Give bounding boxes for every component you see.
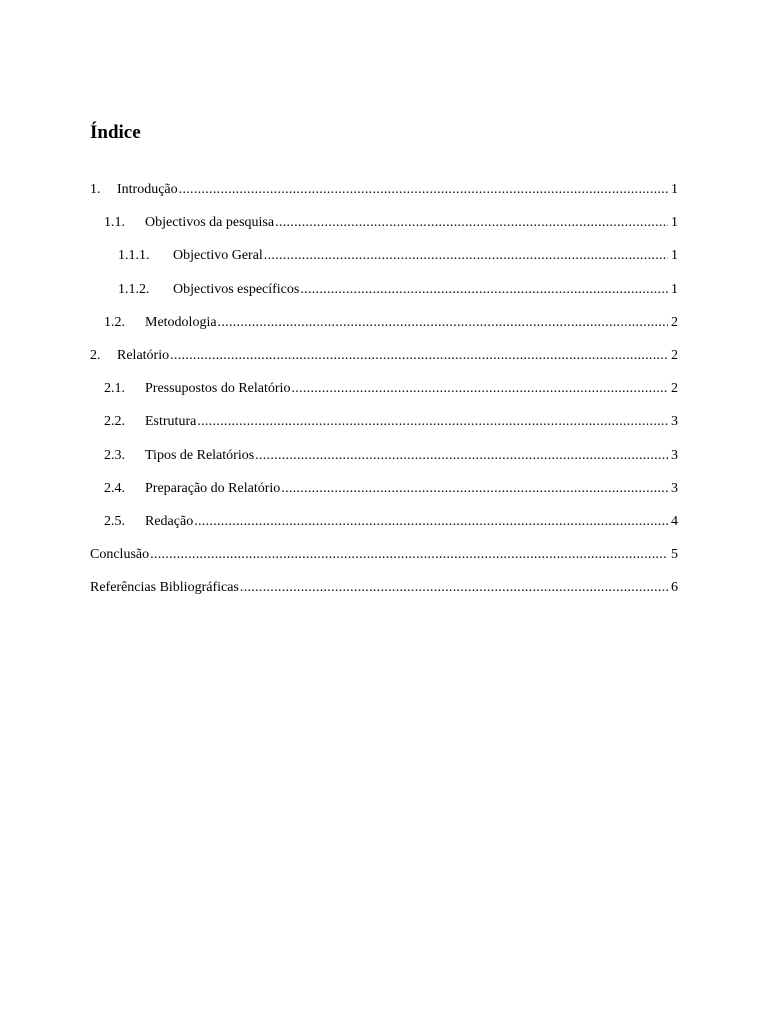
toc-entry-relatorio[interactable] (90, 346, 678, 379)
dot-leader (218, 313, 668, 333)
toc-entry-label: Referências Bibliográficas (90, 578, 239, 598)
toc-entry-label: Objectivos específicos (173, 280, 299, 300)
toc-entry-number: 2.3. (104, 447, 125, 463)
toc-entry-label: Redação (145, 512, 193, 532)
toc-entry-objectivo-geral[interactable] (90, 246, 678, 279)
toc-entry-page: 1 (671, 215, 678, 231)
toc-entry-page: 2 (671, 314, 678, 330)
toc-entry-label: Estrutura (145, 412, 196, 432)
toc-entry-label: Objectivo Geral (173, 246, 263, 266)
toc-entry-label: Preparação do Relatório (145, 479, 280, 499)
dot-leader (264, 246, 668, 266)
toc-entry-number: 2.2. (104, 414, 125, 430)
toc-entry-estrutura[interactable] (90, 412, 678, 445)
dot-leader (300, 280, 668, 300)
toc-entry-page: 2 (671, 347, 678, 363)
dot-leader (240, 578, 668, 598)
dot-leader (281, 479, 668, 499)
toc-entry-number: 1.1. (104, 215, 125, 231)
toc-entry-pressupostos-do-relatorio[interactable] (90, 379, 678, 412)
toc-entry-conclusao[interactable] (90, 545, 678, 578)
dot-leader (194, 512, 668, 532)
toc-list (90, 180, 678, 611)
toc-entry-objectivos-da-pesquisa[interactable] (90, 213, 678, 246)
toc-entry-page: 6 (671, 580, 678, 596)
dot-leader (275, 213, 668, 233)
toc-entry-number: 2.1. (104, 381, 125, 397)
toc-entry-label: Tipos de Relatórios (145, 446, 254, 466)
toc-entry-number: 1.2. (104, 314, 125, 330)
toc-entry-number: 2. (90, 347, 101, 363)
toc-entry-page: 1 (671, 248, 678, 264)
toc-title: Índice (90, 122, 141, 143)
toc-entry-introducao[interactable] (90, 180, 678, 213)
toc-entry-metodologia[interactable] (90, 313, 678, 346)
dot-leader (150, 545, 668, 565)
dot-leader (197, 412, 668, 432)
toc-entry-label: Pressupostos do Relatório (145, 379, 290, 399)
toc-entry-page: 1 (671, 281, 678, 297)
toc-entry-label: Metodologia (145, 313, 217, 333)
toc-entry-label: Introdução (117, 180, 178, 200)
toc-entry-label: Relatório (117, 346, 169, 366)
toc-entry-tipos-de-relatorios[interactable] (90, 446, 678, 479)
toc-entry-number: 2.5. (104, 513, 125, 529)
toc-entry-page: 1 (671, 182, 678, 197)
toc-entry-preparacao-do-relatorio[interactable] (90, 479, 678, 512)
toc-entry-number: 1.1.2. (118, 281, 150, 297)
toc-entry-page: 4 (671, 513, 678, 529)
dot-leader (291, 379, 668, 399)
toc-entry-page: 3 (671, 480, 678, 496)
toc-entry-objectivos-especificos[interactable] (90, 280, 678, 313)
toc-entry-number: 1.1.1. (118, 248, 150, 264)
toc-entry-page: 2 (671, 381, 678, 397)
dot-leader (179, 180, 668, 200)
dot-leader (255, 446, 668, 466)
toc-entry-label: Conclusão (90, 545, 149, 565)
toc-entry-page: 3 (671, 414, 678, 430)
dot-leader (170, 346, 668, 366)
toc-entry-number: 2.4. (104, 480, 125, 496)
toc-entry-referencias-bibliograficas[interactable] (90, 578, 678, 611)
toc-entry-number: 1. (90, 182, 101, 197)
toc-entry-redacao[interactable] (90, 512, 678, 545)
toc-entry-page: 5 (671, 547, 678, 563)
toc-entry-label: Objectivos da pesquisa (145, 213, 274, 233)
toc-entry-page: 3 (671, 447, 678, 463)
